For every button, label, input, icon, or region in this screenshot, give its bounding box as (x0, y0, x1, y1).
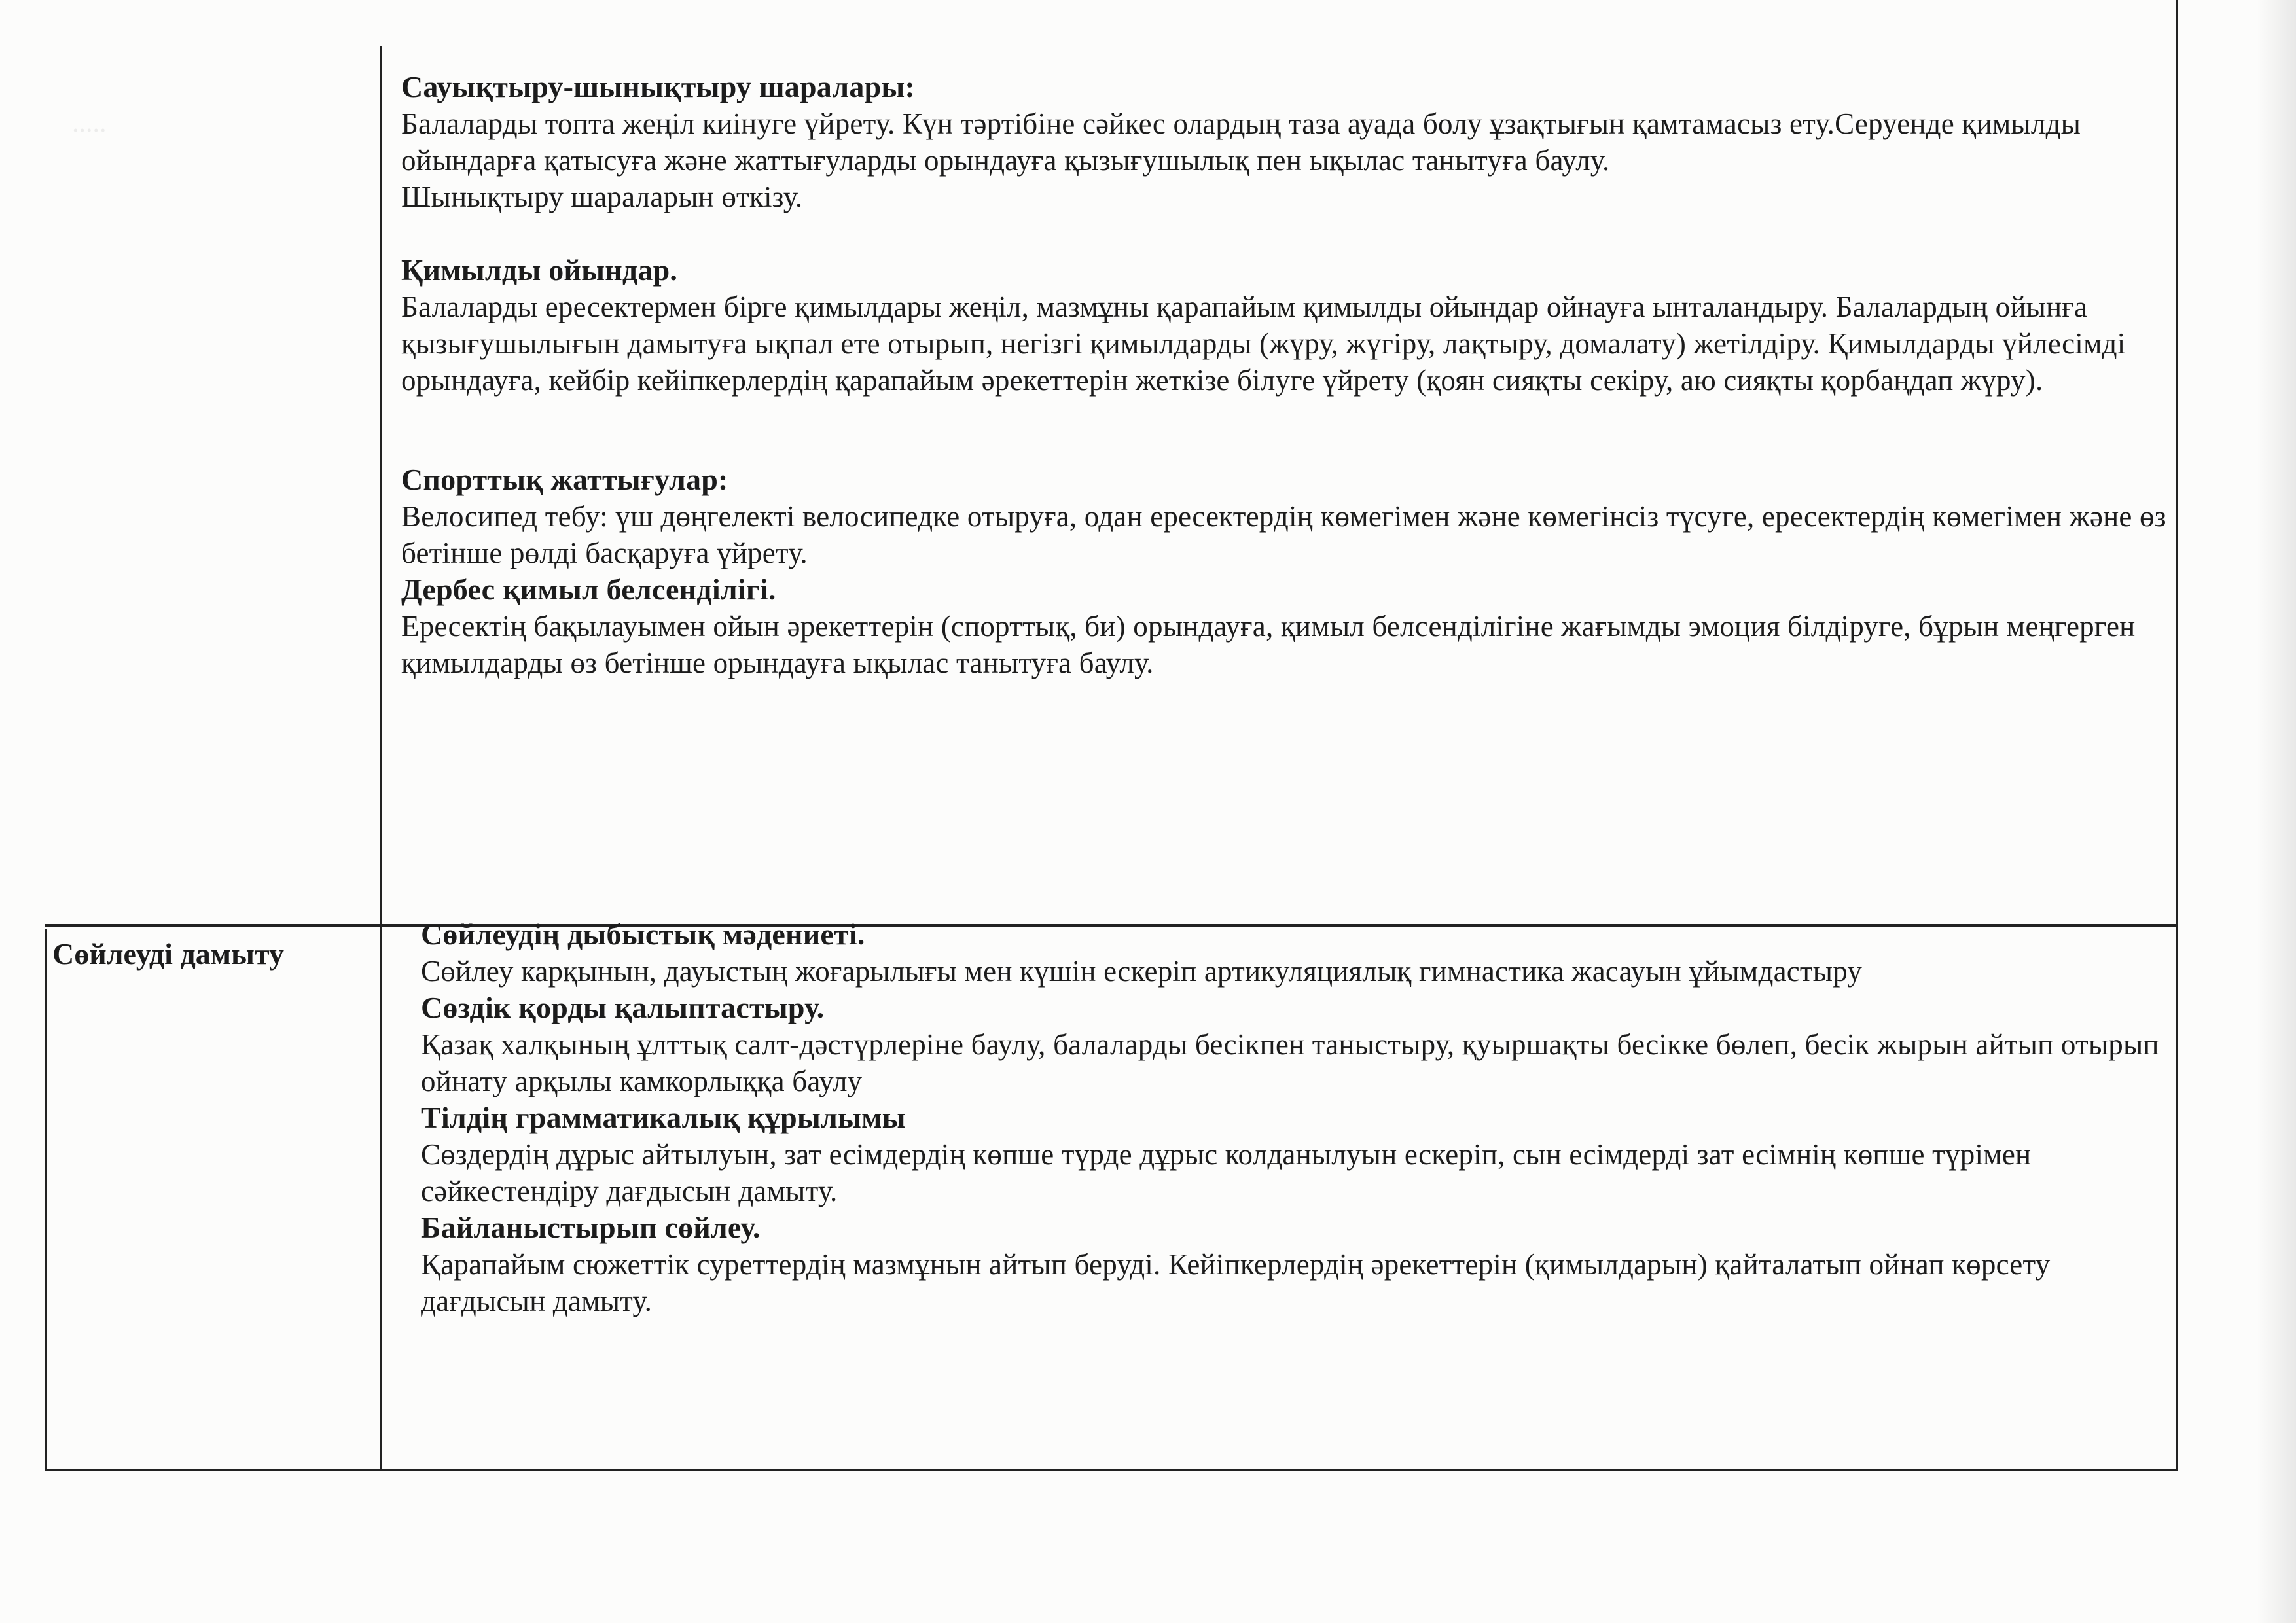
section-2-label: Сөйлеуді дамыту (52, 937, 284, 971)
block-paragraph: Сөздердің дұрыс айтылуын, зат есімдердің көпше түрде дұрыс колданылуын ескеріп, сын есімдерді зат есімнің көпше түрімен сәйкестендіру дағдысын дамыту. (421, 1138, 2032, 1207)
table-bottom-border (45, 1469, 2178, 1471)
block-paragraph: Қазақ халқының ұлттық салт-дәстүрлеріне баулу, балаларды бесікпен таныстыру, қуыршақты бесікке бөлеп, бесік жырын айтып отырып ойнату арқылы камкорлыққа баулу (421, 1028, 2159, 1097)
block-paragraph: Шынықтыру шараларын өткізу. (401, 181, 803, 213)
section-2-content (421, 916, 2168, 1319)
section-1-content (401, 69, 2168, 681)
table-left-border (45, 929, 47, 1471)
block-heading: Тілдің грамматикалық құрылымы (421, 1101, 906, 1134)
table-column-divider (380, 46, 382, 1471)
bleed-through-text: ..... (72, 108, 107, 138)
block-paragraph: Сөйлеу карқынын, дауыстың жоғарылығы мен күшін ескеріп артикуляциялық гимнастика жасауын ұйымдастыру (421, 955, 1863, 988)
block-paragraph: Велосипед тебу: үш дөңгелекті велосипедке отыруға, одан ересектердің көмегімен және көмегінсіз түсуге, ересектердің көмегімен және өз бетінше рөлді басқаруға үйрету. (401, 500, 2166, 569)
plan-table (45, 0, 2178, 1471)
block-heading: Қимылды ойындар. (401, 253, 678, 287)
block-heading: Спорттық жаттығулар: (401, 463, 728, 496)
block-heading: Сауықтыру-шынықтыру шаралары: (401, 70, 916, 103)
block-paragraph: Балаларды ересектермен бірге қимылдары жеңіл, мазмұны қарапайым қимылды ойындар ойнауға ынталандыру. Балалардың ойынға қызығушылығын дамытуға ықпал ете отырып, негізгі қимылдарды (жүру, жүгіру, лақтыру, домалату) жетілдіру. Қимылдарды үйлесімді орындауға, кейбір кейіпкерлердің қарапайым әрекеттерін жеткізе білуге үйрету (қоян сияқты секіру, аю сияқты қорбаңдап жүру). (401, 291, 2126, 397)
table-right-border (2176, 0, 2178, 1471)
block-heading: Байланыстырып сөйлеу. (421, 1211, 761, 1244)
block-heading: Сөздік қорды қалыптастыру. (421, 991, 825, 1024)
page-edge-shadow (2257, 0, 2296, 1623)
block-heading: Дербес қимыл белсенділігі. (401, 573, 776, 606)
block-paragraph: Балаларды топта жеңіл киінуге үйрету. Күн тәртібіне сәйкес олардың таза ауада болу ұзақтығын қамтамасыз ету.Серуенде қимылды ойындарға қатысуға және жаттығуларды орындауға қызығушылық пен ықылас танытуға баулу. (401, 107, 2081, 177)
block-heading: Сөйлеудің дыбыстық мәдениеті. (421, 918, 865, 951)
block-paragraph: Қарапайым сюжеттік суреттердің мазмұнын айтып беруді. Кейіпкерлердің әрекеттерін (қимылдарын) қайталатып ойнап көрсету дағдысын дамыту. (421, 1248, 2051, 1317)
block-paragraph: Ересектің бақылауымен ойын әрекеттерін (спорттық, би) орындауға, қимыл белсенділігіне жағымды эмоция білдіруге, бұрын меңгерген қимылдарды өз бетінше орындауға ықылас танытуға баулу. (401, 610, 2136, 679)
